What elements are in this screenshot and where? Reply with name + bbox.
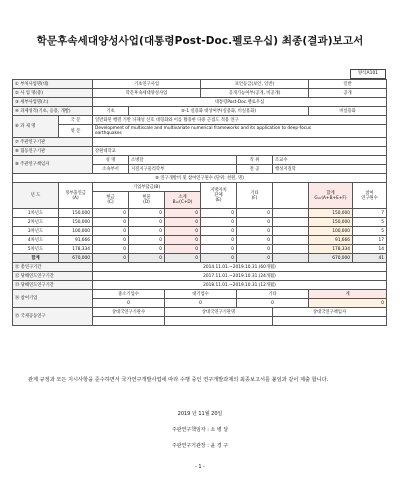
budget-cell-gov: 150,000	[59, 218, 93, 227]
budget-cell-cash: 0	[93, 218, 129, 227]
row-period-current	[13, 281, 387, 290]
row-lead-agency	[13, 138, 387, 147]
row-period-total	[13, 263, 387, 272]
budget-cell-staff: 17	[353, 236, 387, 245]
budget-row	[13, 236, 387, 245]
value-security: 일반	[309, 80, 387, 89]
label-practical-use: ⑤-1 실용화 대상여부(실용화, 비실용화)	[129, 107, 309, 116]
budget-cell-total: 178,334	[309, 245, 353, 254]
budget-cell-total: 150,000	[309, 218, 353, 227]
budget-cell-sub: 0	[165, 236, 201, 245]
budget-cell-gov: 178,334	[59, 245, 93, 254]
label-pi-position: 직 위	[237, 156, 273, 165]
col-cash-header: 현금 (C)	[93, 192, 129, 209]
value-detail-name: 대통령Post-Doc.펠로우십	[93, 98, 387, 107]
label-period-total: ⑪ 총연구기간	[13, 263, 93, 272]
row-co-agency	[13, 147, 387, 156]
form-code-badge: 양식A101	[350, 69, 386, 79]
sum-other: 0	[237, 254, 273, 263]
value-task-type: 기초	[93, 107, 129, 116]
budget-cell-year: 1차년도	[13, 209, 59, 218]
sum-staff: 41	[353, 254, 387, 263]
budget-cell-other: 0	[237, 227, 273, 236]
budget-cell-kind: 0	[129, 209, 165, 218]
label-participants: ⑭ 참여기업	[13, 290, 93, 308]
label-detail-name: ③ 세부사업명(소)	[13, 98, 93, 107]
value-pi-position: 조교수	[273, 156, 387, 165]
row-pi-name	[13, 156, 387, 165]
row-task-name-kor	[13, 116, 387, 125]
label-period-stage: ⑫ 당해연도연구기간	[13, 272, 93, 281]
participants-col-sme: 중소기업수	[93, 290, 165, 299]
joint-count-value	[93, 317, 165, 326]
joint-col-pi: 상대국연구책임자	[273, 308, 387, 317]
page-title: 학문후속세대양성사업(대통령Post-Doc.펠로우십) 최종(결과)보고서	[36, 35, 364, 47]
budget-cell-local: 0	[201, 209, 237, 218]
budget-cell-local: 0	[201, 227, 237, 236]
budget-cell-year: 4차년도	[13, 236, 59, 245]
value-pi-name: 소병달	[129, 156, 237, 165]
value-period-total: 2014.11.01.~2019.10.31.(60개월)	[93, 263, 387, 272]
sum-spacer	[273, 254, 309, 263]
budget-cell-sub: 0	[165, 245, 201, 254]
value-task-name-korean: 일반화된 행렬 기반 다채널 신호 대형화와 이를 활용한 다중 근접도 적용 연구	[93, 116, 387, 125]
budget-cell-year: 2차년도	[13, 218, 59, 227]
budget-cell-spacer	[273, 227, 309, 236]
row-program-name	[13, 89, 387, 98]
budget-cell-other: 0	[237, 218, 273, 227]
label-co-agency: ⑧ 협동연구기관	[13, 147, 93, 156]
value-disclosure: 공개	[309, 89, 387, 98]
participants-col-other: 기타	[237, 290, 309, 299]
budget-cell-cash: 0	[93, 227, 129, 236]
budget-cell-local: 0	[201, 218, 237, 227]
budget-row	[13, 218, 387, 227]
sum-year: 합계	[13, 254, 59, 263]
budget-cell-other: 0	[237, 209, 273, 218]
english-title-line-2: earthquakes	[95, 131, 122, 136]
budget-cell-total: 91,666	[309, 236, 353, 245]
sum-local: 0	[201, 254, 237, 263]
budget-cell-kind: 0	[129, 236, 165, 245]
budget-cell-other: 0	[237, 245, 273, 254]
budget-cell-staff: 5	[353, 218, 387, 227]
label-disclosure: 공개가능여부(공개, 비공개)	[201, 89, 309, 98]
col-other-header: 기타 (F)	[237, 183, 273, 209]
participants-col-total: 계	[309, 290, 387, 299]
label-task-type: ④ 과제성격(기초, 응용, 개발)	[13, 107, 93, 116]
row-budget-header	[13, 174, 387, 183]
row-budget-colheads-1	[13, 183, 387, 192]
budget-cell-spacer	[273, 218, 309, 227]
sum-kind: 0	[129, 254, 165, 263]
participants-large-value: 0	[165, 299, 237, 308]
value-lead-agency	[93, 138, 387, 147]
report-form-table	[12, 79, 387, 326]
row-business-name	[13, 80, 387, 89]
budget-row	[13, 209, 387, 218]
col-total-header: 합계 G=(A+B+E+F)	[309, 183, 353, 209]
budget-cell-staff: 5	[353, 227, 387, 236]
joint-col-count: 상대국연구기관수	[93, 308, 165, 317]
budget-cell-cash: 0	[93, 236, 129, 245]
label-program-name: ② 사 업 명(중)	[13, 89, 93, 98]
report-date: 2019 년 11월 20일	[177, 411, 223, 417]
value-task-name-english	[93, 125, 387, 138]
participants-sme-value: 0	[93, 299, 165, 308]
row-participants-head	[13, 290, 387, 299]
value-period-current: 2018.11.01.~2019.10.31.(12개월)	[93, 281, 387, 290]
sum-total: 670,000	[309, 254, 353, 263]
value-co-agency: 강원대학교	[93, 147, 387, 156]
value-practical-use: 비실용화	[309, 107, 387, 116]
budget-cell-local: 0	[201, 236, 237, 245]
budget-cell-spacer	[273, 236, 309, 245]
row-task-type	[13, 107, 387, 116]
budget-cell-total: 150,000	[309, 209, 353, 218]
budget-cell-gov: 150,000	[59, 209, 93, 218]
budget-row	[13, 227, 387, 236]
budget-cell-spacer	[273, 209, 309, 218]
row-period-stage	[13, 272, 387, 281]
participants-total-value: 0	[309, 299, 387, 308]
value-period-stage: 2017.11.01.~2019.10.31.(24개월)	[93, 272, 387, 281]
label-period-current: ⑬ 당해연도연구기간	[13, 281, 93, 290]
label-pi: ⑨ 주관연구책임자	[13, 156, 93, 174]
budget-cell-other: 0	[237, 236, 273, 245]
value-pi-major: 행성지질학	[273, 165, 387, 174]
col-kind-header: 현물 (D)	[129, 192, 165, 209]
budget-cell-cash: 0	[93, 209, 129, 218]
participants-col-large: 대기업수	[165, 290, 237, 299]
participants-other-value: 0	[237, 299, 309, 308]
label-joint-research: ⑮ 국제공동연구	[13, 308, 93, 326]
row-task-name-eng	[13, 125, 387, 138]
joint-pi-value	[273, 317, 387, 326]
budget-cell-sub: 0	[165, 209, 201, 218]
label-korean: 국 문	[59, 116, 93, 125]
sum-sub: 0	[165, 254, 201, 263]
label-english: 영 문	[59, 125, 93, 138]
value-program-name: 학문후속세대양성사업	[93, 89, 201, 98]
col-private-group-header: 기업부담금(B)	[93, 183, 201, 192]
col-staff-header: 참여 연구원수	[353, 183, 387, 209]
col-sub-header: 소계 B=(C+D)	[165, 192, 201, 209]
budget-cell-kind: 0	[129, 227, 165, 236]
budget-cell-kind: 0	[129, 245, 165, 254]
page-number: - 1 -	[195, 464, 205, 470]
label-task-name: ⑥ 과 제 명	[13, 116, 59, 138]
budget-cell-total: 100,000	[309, 227, 353, 236]
budget-row	[13, 245, 387, 254]
joint-col-name: 상대국연구기관명	[165, 308, 273, 317]
row-budget-sum	[13, 254, 387, 263]
col-local-header: 지방자치 단체 (E)	[201, 183, 237, 209]
budget-cell-staff: 14	[353, 245, 387, 254]
budget-section-title: ⑩ 연구개발비 및 참여연구원수 (단위: 천원, 명)	[13, 174, 387, 183]
col-gov-header: 정부출연금 (A)	[59, 183, 93, 209]
row-detail-name	[13, 98, 387, 107]
budget-cell-local: 0	[201, 245, 237, 254]
col-year-header: 년 도	[13, 183, 59, 209]
label-business-name: ① 부처사업명(대)	[13, 80, 93, 89]
signature-pi: 주관연구책임자 : 소 병 달	[171, 427, 229, 433]
budget-cell-gov: 100,000	[59, 227, 93, 236]
budget-cell-year: 3차년도	[13, 227, 59, 236]
budget-cell-kind: 0	[129, 218, 165, 227]
joint-name-value	[165, 317, 273, 326]
budget-cell-cash: 0	[93, 245, 129, 254]
closing-statement: 관계 규정과 모든 지시사항을 준수하면서 국가연구개발사업에 따라 수행 중인 연구개발과제의 최종보고서를 붙임과 같이 제출 합니다.	[28, 377, 329, 383]
sum-gov: 670,000	[59, 254, 93, 263]
budget-cell-staff: 7	[353, 209, 387, 218]
row-joint-head	[13, 308, 387, 317]
value-business-name: 기초연구사업	[93, 80, 201, 89]
value-pi-dept: 지질지구물리학부	[129, 165, 237, 174]
sum-cash: 0	[93, 254, 129, 263]
label-pi-name: 성 명	[93, 156, 129, 165]
label-lead-agency: ⑦ 주관연구기관	[13, 138, 93, 147]
budget-cell-year: 5차년도	[13, 245, 59, 254]
budget-rows	[13, 209, 387, 254]
budget-cell-sub: 0	[165, 218, 201, 227]
label-pi-major: 전 공	[237, 165, 273, 174]
col-spacer-header	[273, 183, 309, 209]
label-pi-dept: 소속부서	[93, 165, 129, 174]
signature-agency-head: 주관연구기관장 : 윤 경 구	[171, 443, 229, 449]
budget-cell-sub: 0	[165, 227, 201, 236]
budget-cell-spacer	[273, 245, 309, 254]
label-security: 보안등급(보안, 일반)	[201, 80, 309, 89]
english-title-line-1: Development of multiscale and multivariate numerical frameworks and its application to deep-focus	[95, 126, 312, 131]
budget-cell-gov: 91,666	[59, 236, 93, 245]
